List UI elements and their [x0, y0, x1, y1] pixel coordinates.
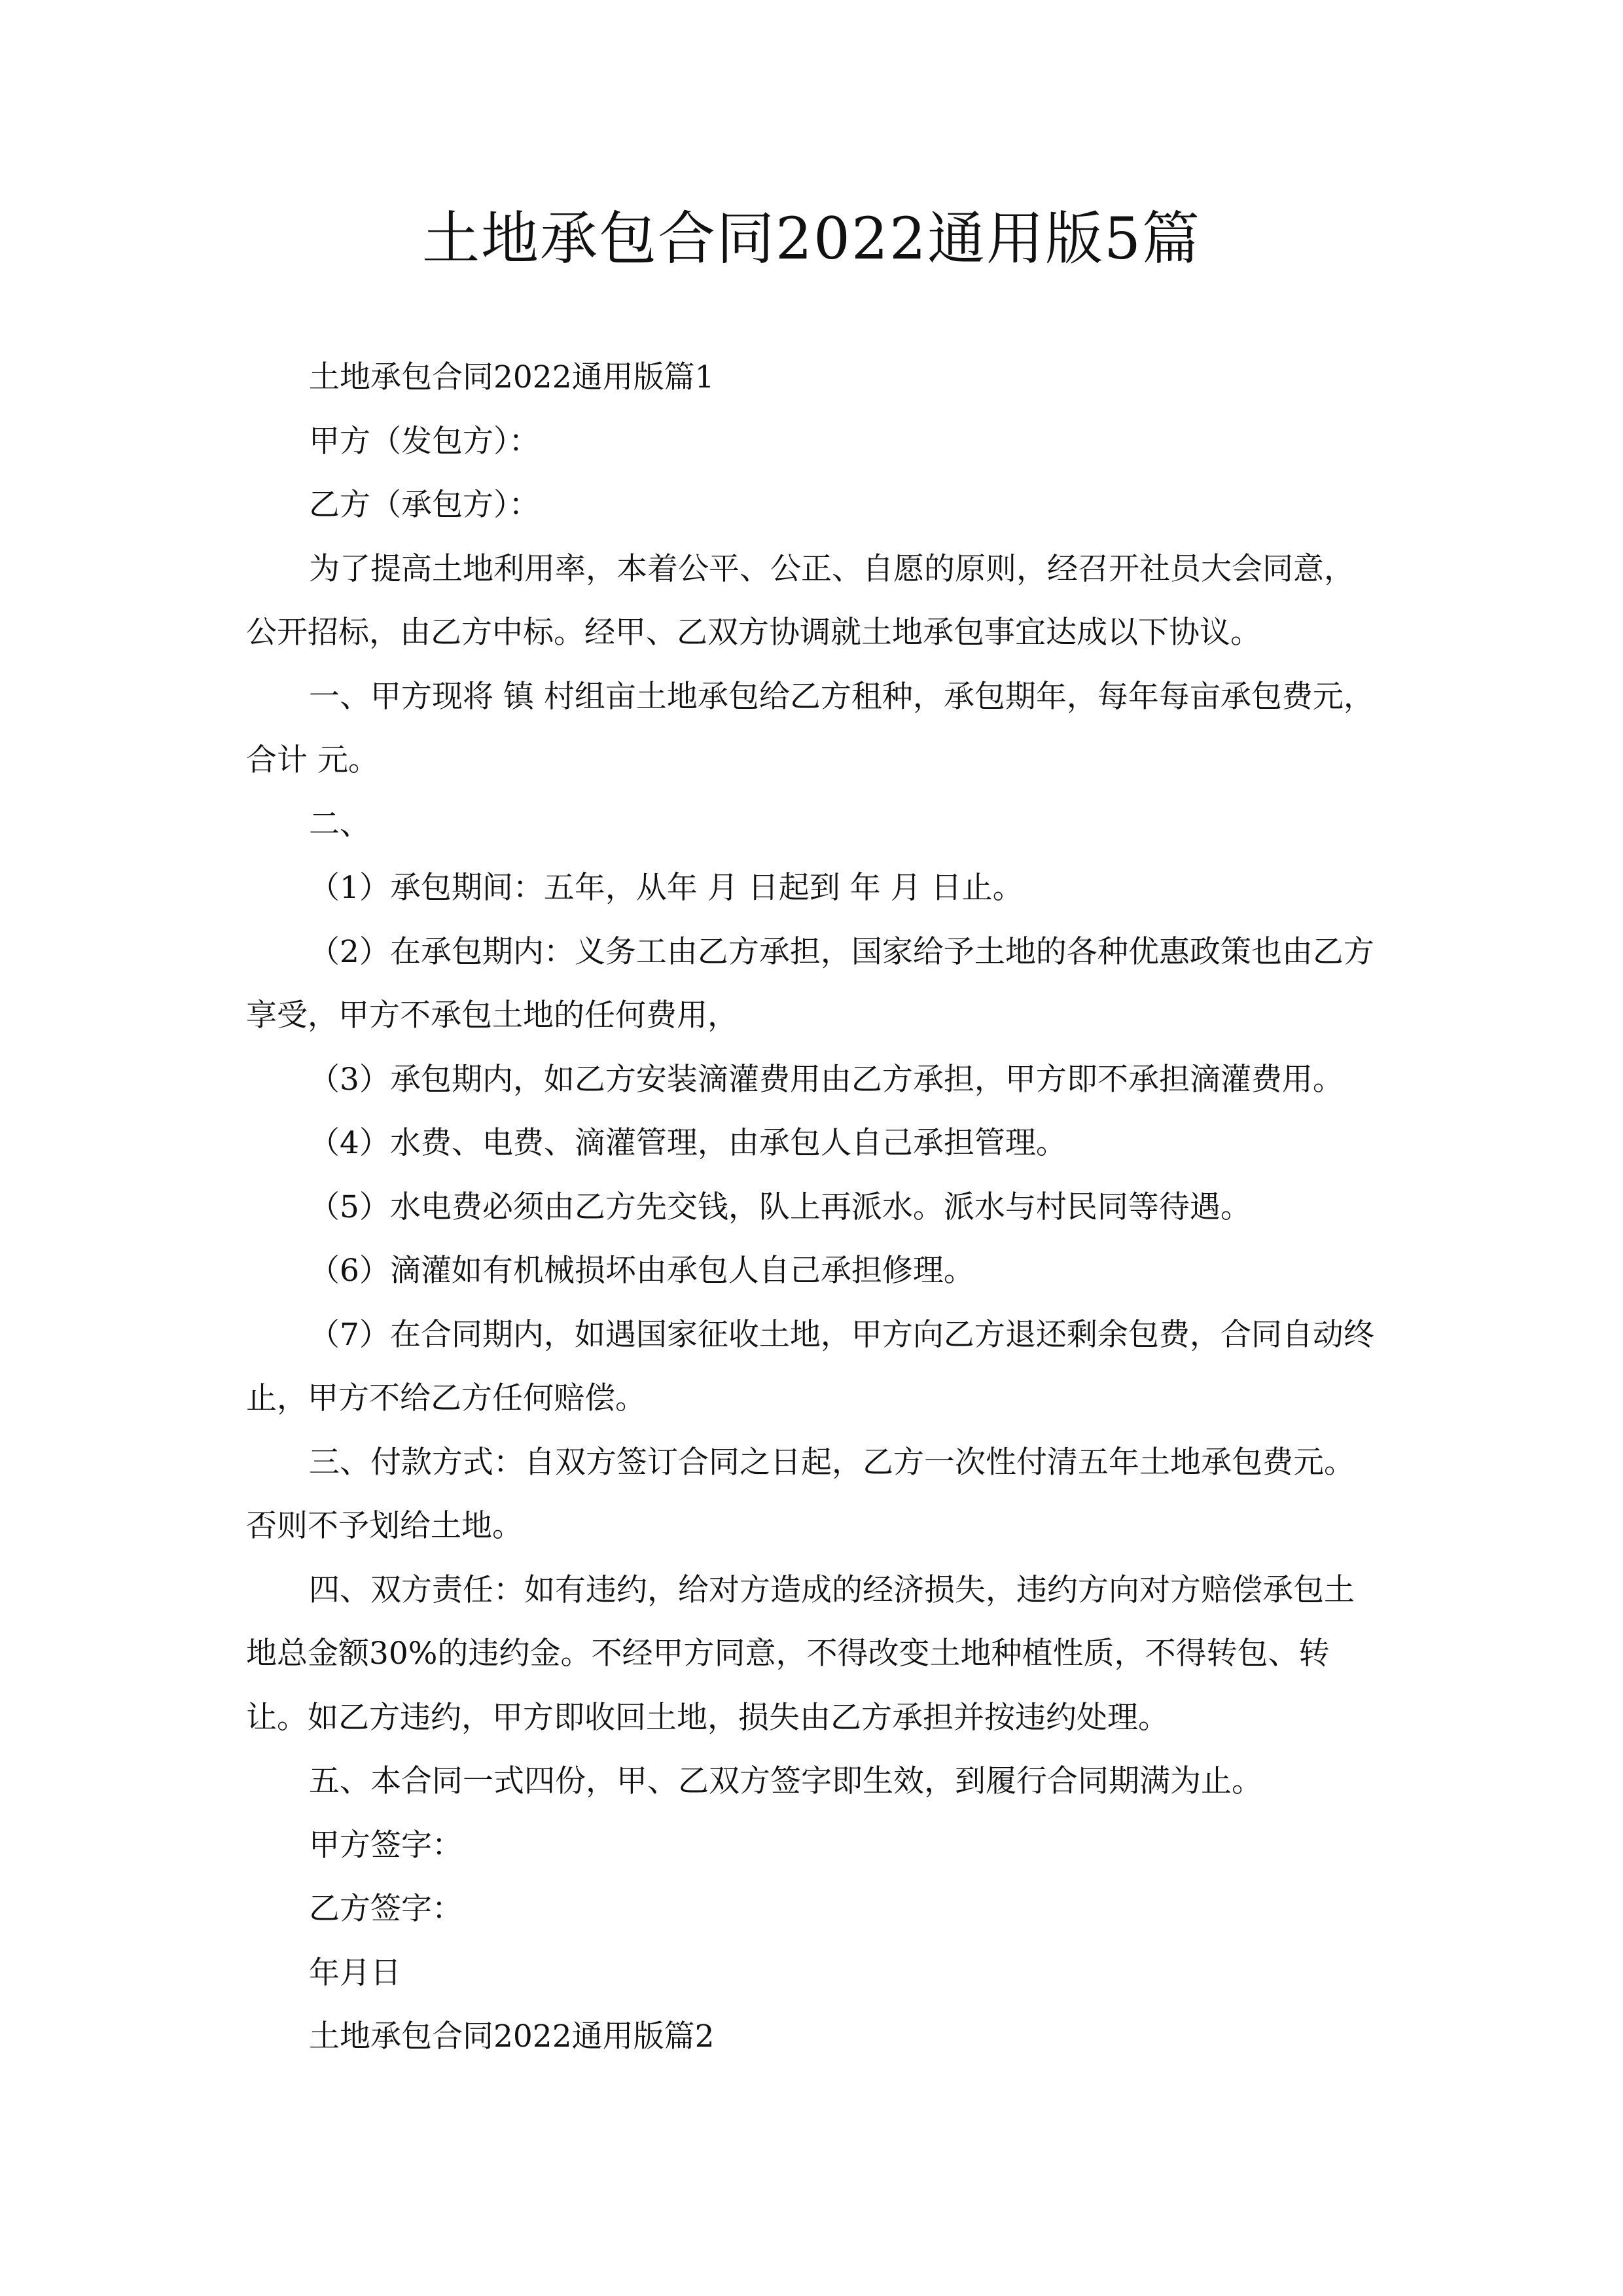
clause-2-item-1: （1）承包期间：五年，从年 月 日起到 年 月 日止。: [309, 870, 1024, 906]
party-b-line: 乙方（承包方）：: [309, 487, 540, 523]
clause-2-item-2: （2）在承包期内：义务工由乙方承担，国家给予土地的各种优惠政策也由乙方享受，甲方不承包土地的任何费用，: [246, 933, 1374, 1033]
section-heading-1: 土地承包合同2022通用版篇1: [309, 359, 715, 395]
party-a-line: 甲方（发包方）：: [309, 423, 540, 459]
clause-2-item-7: （7）在合同期内，如遇国家征收土地，甲方向乙方退还剩余包费，合同自动终止，甲方不给乙方任何赔偿。: [246, 1316, 1374, 1416]
party-b-signature: 乙方签字：: [309, 1891, 463, 1927]
preamble-paragraph: 为了提高土地利用率，本着公平、公正、自愿的原则，经召开社员大会同意，公开招标，由乙方中标。经甲、乙双方协调就土地承包事宜达成以下协议。: [246, 550, 1355, 651]
clause-3-payment: 三、付款方式：自双方签订合同之日起，乙方一次性付清五年土地承包费元。否则不予划给土地。: [246, 1444, 1355, 1544]
clause-2-item-4: （4）水费、电费、滴灌管理，由承包人自己承担管理。: [309, 1125, 1067, 1161]
clause-2-heading: 二、: [309, 806, 370, 842]
clause-5-copies: 五、本合同一式四份，甲、乙双方签字即生效，到履行合同期满为止。: [309, 1763, 1262, 1799]
party-a-signature: 甲方签字：: [309, 1827, 463, 1863]
document-title: 土地承包合同2022通用版5篇: [422, 205, 1201, 272]
date-line: 年月日: [309, 1954, 401, 1991]
section-heading-2: 土地承包合同2022通用版篇2: [309, 2018, 715, 2054]
document-body: [246, 346, 1377, 2069]
clause-2-item-3: （3）承包期内，如乙方安装滴灌费用由乙方承担，甲方即不承担滴灌费用。: [309, 1061, 1344, 1098]
clause-2-item-6: （6）滴灌如有机械损坏由承包人自己承担修理。: [309, 1253, 974, 1289]
clause-4-responsibility: 四、双方责任：如有违约，给对方造成的经济损失，违约方向对方赔偿承包土地总金额30%的违约金。不经甲方同意，不得改变土地种植性质，不得转包、转让。如乙方违约，甲方即收回土地，损失由乙方承担并按违约处理。: [246, 1571, 1355, 1736]
clause-1: 一、甲方现将 镇 村组亩土地承包给乙方租种，承包期年，每年每亩承包费元，合计 元。: [246, 678, 1374, 778]
clause-2-item-5: （5）水电费必须由乙方先交钱，队上再派水。派水与村民同等待遇。: [309, 1189, 1251, 1225]
